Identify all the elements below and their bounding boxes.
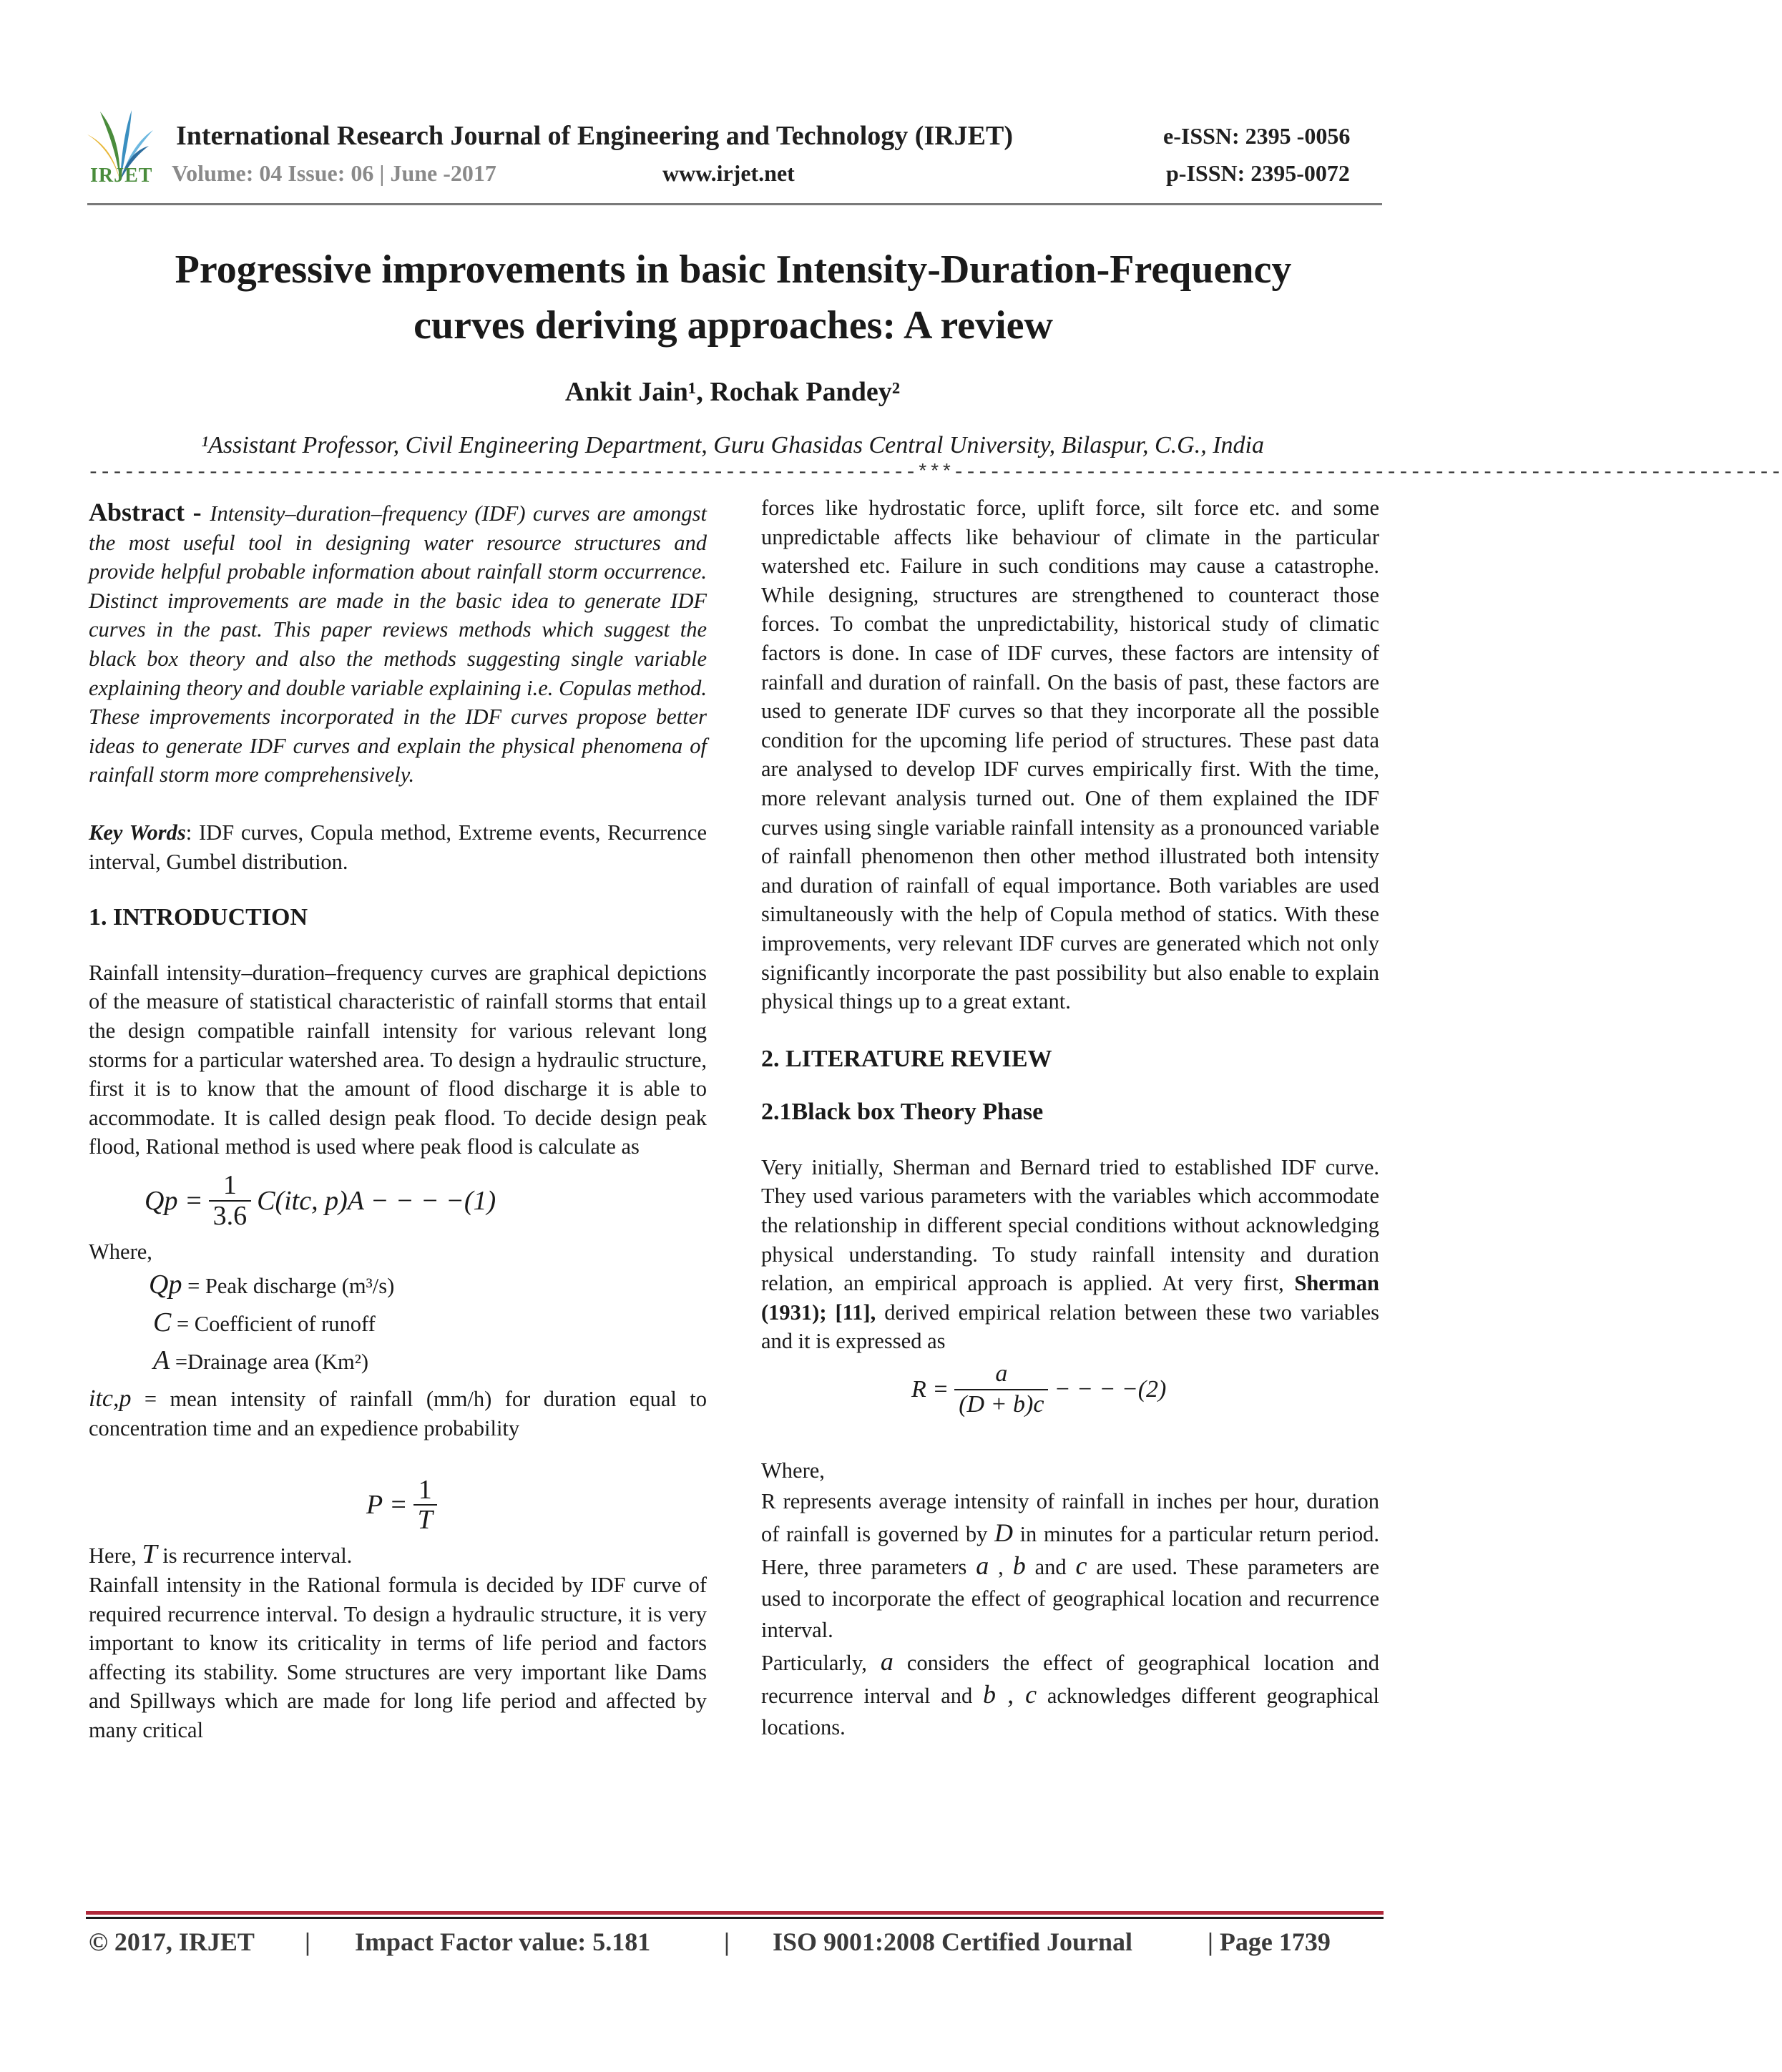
particularly-text-3: acknowledges different geographical locations. — [761, 1683, 1379, 1739]
intro-paragraph-2: Rainfall intensity in the Rational formula is decided by IDF curve of required recurrence interval. To design a hydraulic structure, it is very important to know its criticality in terms of life period and factors affecting its stability. Some structures are very important like Dams and Spillways which are made for long life period and affected by many critical — [89, 1573, 707, 1742]
abstract-text: Intensity–duration–frequency (IDF) curves are amongst the most useful tool in designing water resource structures and provide helpful probable information about rainfall storm occurrence. Distinct improvements are made in the basic idea to generate IDF curves in the past. This paper reviews methods which suggest the black box theory and also the methods suggesting single variable explaining theory and double variable explaining i.e. Copulas method. These improvements incorporated in the IDF curves propose better ideas to generate IDF curves and explain the physical phenomena of rainfall storm more comprehensively. — [89, 501, 707, 787]
eq1-numerator: 1 — [209, 1171, 252, 1202]
parameters-paragraph — [761, 1486, 1379, 1646]
params-comma: , — [989, 1554, 1013, 1579]
footer-divider-2: | — [724, 1928, 730, 1956]
c-definition: = Coefficient of runoff — [171, 1312, 376, 1337]
citation-sherman: Sherman (1931); [11], — [761, 1271, 1379, 1325]
i-symbol: itc,p — [89, 1385, 132, 1413]
eq1-denominator: 3.6 — [212, 1200, 248, 1231]
footer-copyright: © 2017, IRJET — [89, 1928, 255, 1956]
paper-title — [72, 242, 1395, 353]
equation-p — [366, 1471, 707, 1538]
literature-paragraph — [761, 1153, 1379, 1356]
c-symbol: C — [153, 1307, 172, 1338]
journal-website-link[interactable]: www.irjet.net — [662, 160, 795, 186]
where-label: Where, — [89, 1239, 152, 1264]
pissn: p-ISSN: 2395-0072 — [1166, 160, 1350, 186]
intro-paragraph-1: Rainfall intensity–duration–frequency curves are graphical depictions of the measure of statistical characteristic of rainfall storms that entail the design compatible rainfall intensity for various relevant long storms for a particular watershed area. To design a hydraulic structure, first it is to know that the amount of flood discharge it is able to accommodate. It is called design peak flood. To decide design peak flood, Rational method is used where peak flood is calculate as — [89, 960, 707, 1159]
keywords — [89, 818, 707, 876]
here-prefix: Here, — [89, 1543, 142, 1568]
definition-qp — [149, 1270, 707, 1301]
params-and: and — [1025, 1554, 1076, 1579]
footer-iso: ISO 9001:2008 Certified Journal — [773, 1928, 1132, 1956]
i-definition: = mean intensity of rainfall (mm/h) for duration equal to concentration time and an expedience probability — [89, 1387, 707, 1440]
footer-divider-1: | — [305, 1928, 310, 1956]
eq2-rhs: − − − −(2) — [1054, 1375, 1167, 1403]
left-column — [89, 498, 707, 1745]
eq2-lhs: R = — [911, 1375, 949, 1403]
title-line-2: curves deriving approaches: A review — [413, 303, 1053, 348]
keywords-text: : IDF curves, Copula method, Extreme events, Recurrence interval, Gumbel distribution. — [89, 820, 707, 874]
subsection-heading-black-box: 2.1Black box Theory Phase — [761, 1099, 1044, 1126]
params-text-2: in minutes for a particular return period. Here, three parameters — [761, 1521, 1379, 1579]
footer-rule-red — [86, 1911, 1384, 1915]
footer-impact-factor: Impact Factor value: 5.181 — [355, 1928, 651, 1956]
here-suffix: is recurrence interval. — [157, 1543, 353, 1568]
equation-1 — [145, 1167, 707, 1234]
definition-a — [153, 1346, 707, 1377]
eq2-denominator: (D + b)c — [959, 1391, 1044, 1418]
t-symbol: T — [142, 1539, 157, 1570]
abstract — [89, 498, 707, 790]
particularly-paragraph — [761, 1646, 1379, 1743]
eq1-rhs: C(itc, p)A − − − −(1) — [257, 1185, 496, 1216]
eqp-numerator: 1 — [413, 1476, 437, 1506]
right-column — [761, 494, 1379, 1743]
eqp-fraction — [413, 1476, 437, 1535]
eq2-numerator: a — [954, 1360, 1048, 1390]
eq1-fraction — [209, 1171, 252, 1230]
lit-text-pre: Very initially, Sherman and Bernard tried to established IDF curve. They used various parameters with the variables which accommodate the relationship in different special conditions without acknowledging physical understanding. To study rainfall intensity and duration relation, an empirical approach is applied. At very first, — [761, 1154, 1379, 1296]
particularly-text-1: Particularly, — [761, 1650, 881, 1675]
eqp-lhs: P = — [366, 1490, 408, 1521]
issue-info: Volume: 04 Issue: 06 | June -2017 — [172, 160, 496, 186]
qp-symbol: Qp — [149, 1270, 182, 1300]
eqp-denominator: T — [417, 1505, 433, 1536]
lit-text-post: derived empirical relation between these two variables and it is expressed as — [761, 1300, 1379, 1354]
eissn: e-ISSN: 2395 -0056 — [1163, 123, 1351, 149]
right-paragraph-1: forces like hydrostatic force, uplift force, silt force etc. and some unpredictable affects like behaviour of climate in the particular watershed etc. Failure in such conditions may cause a catastrophe. While designing, structures are strengthened to counteract those forces. To combat the unpredictability, historical study of climatic factors is done. In case of IDF curves, these factors are intensity of rainfall and duration of rainfall. On the basis of past, these factors are used to generate IDF curves so that they incorporate all the possible condition for the upcoming life period of structures. These past data are analysed to develop IDF curves empirically first. With the time, more relevant analysis turned out. One of them explained the IDF curves using single variable rainfall intensity as a pronounced variable of rainfall phenomenon then other method illustrated both intensity and duration of rainfall of equal importance. Both variables are used simultaneously with the help of Copula method of statics. With these improvements, very relevant IDF curves are generated which not only significantly incorporate the past possibility but also enable to explain physical things up to a great extant. — [761, 496, 1379, 1014]
section-separator: ---------------------------------------------------------------------***--------------------------------------------------------------------- — [87, 462, 1782, 484]
b-param-symbol: b — [1012, 1551, 1026, 1580]
section-heading-literature-review: 2. LITERATURE REVIEW — [761, 1045, 1052, 1072]
section-heading-introduction: 1. INTRODUCTION — [89, 904, 308, 931]
logo-wordmark: IRJET — [90, 165, 153, 187]
definition-c — [153, 1308, 707, 1339]
recurrence-note — [89, 1540, 707, 1571]
equation-2 — [911, 1360, 1379, 1419]
c-param-symbol: c — [1075, 1551, 1087, 1580]
definition-i — [89, 1385, 707, 1443]
qp-definition: = Peak discharge (m³/s) — [182, 1274, 395, 1299]
keywords-heading: Key Words — [89, 820, 186, 845]
title-line-1: Progressive improvements in basic Intensity-Duration-Frequency — [175, 247, 1292, 292]
bc-symbols: b , c — [982, 1679, 1037, 1709]
eq2-fraction — [954, 1360, 1048, 1419]
eq1-lhs: Qp = — [145, 1185, 203, 1216]
a-symbol: A — [153, 1345, 170, 1375]
affiliation: ¹Assistant Professor, Civil Engineering Department, Guru Ghasidas Central University, Bilaspur, C.G., India — [200, 432, 1265, 458]
abstract-heading: Abstract - — [89, 498, 210, 526]
header-divider — [87, 203, 1382, 205]
a-effect-symbol: a — [880, 1646, 894, 1676]
a-param-symbol: a — [976, 1551, 989, 1580]
authors: Ankit Jain¹, Rochak Pandey² — [564, 377, 901, 407]
footer-rule-black — [86, 1917, 1384, 1919]
params-text-1: R represents average intensity of rainfall in inches per hour, duration of rainfall is governed by — [761, 1488, 1379, 1546]
d-symbol: D — [994, 1518, 1013, 1547]
where-label-right: Where, — [761, 1458, 825, 1483]
params-text-3: are used. These parameters are used to incorporate the effect of geographical location and recurrence interval. — [761, 1554, 1380, 1642]
footer-page-number: | Page 1739 — [1208, 1928, 1331, 1956]
particularly-text-2: considers the effect of geographical location and recurrence interval and — [761, 1650, 1379, 1708]
a-definition: =Drainage area (Km²) — [170, 1349, 369, 1374]
journal-name: International Research Journal of Engineering and Technology (IRJET) — [176, 121, 1014, 151]
